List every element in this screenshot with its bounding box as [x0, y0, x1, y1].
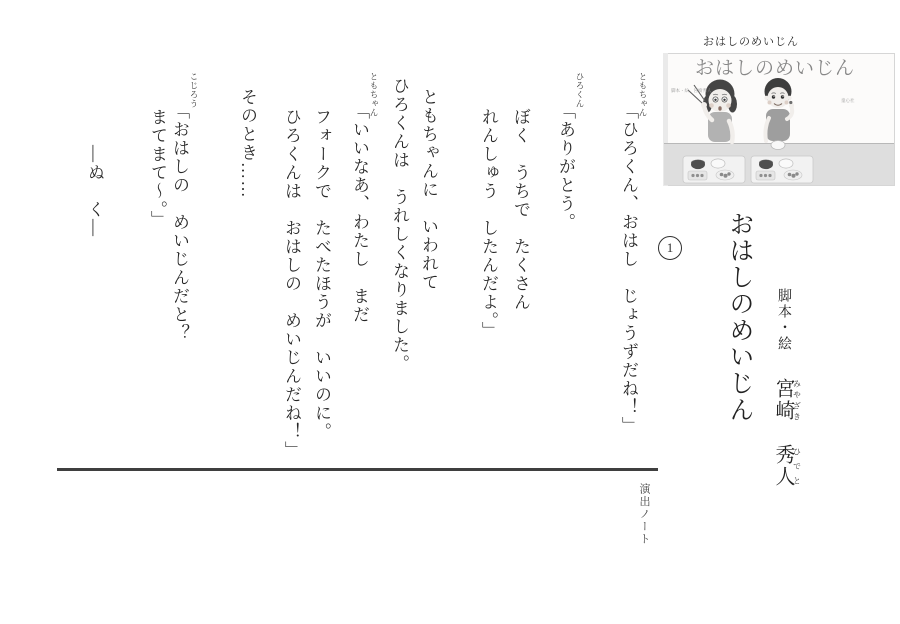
dialogue-text: フォークで たべたほうが いいのに。	[312, 108, 331, 441]
book-cover-image	[663, 53, 895, 186]
footer-section-label: 演出ノート	[638, 483, 650, 546]
script-line	[510, 72, 530, 470]
narration-text: ひろくんは うれしくなりました。	[390, 77, 409, 373]
dialogue-text: ぼく うちで たくさん	[511, 108, 530, 312]
cover-caption: おはしのめいじん	[703, 36, 799, 48]
narration-text: ともちゃんに いわれて	[419, 88, 438, 292]
script-text	[84, 72, 648, 470]
script-line	[478, 72, 498, 470]
script-line	[418, 72, 438, 470]
speaker-label: こじろう	[189, 72, 199, 108]
speaker-label: ともちゃん	[638, 72, 648, 117]
author-role: 脚本・絵	[776, 288, 791, 352]
cover-title-text: おはしのめいじん	[694, 58, 856, 79]
author-given-name: 秀人ひでと	[772, 444, 802, 488]
dialogue-text: 「ひろくん、おはし じょうずだね！」	[619, 102, 638, 435]
script-line	[555, 72, 585, 470]
author-credit	[770, 288, 801, 508]
part-number-badge	[658, 236, 682, 260]
dialogue-text: 「おはしの めいじんだと？	[170, 102, 189, 343]
book-cover-illustration	[663, 53, 895, 186]
script-line	[349, 72, 379, 470]
dialogue-text: 「ありがとう。	[556, 102, 575, 232]
dialogue-text: れんしゅう したんだよ。」	[479, 108, 498, 340]
script-line	[237, 72, 257, 470]
sound-effect-text: ―ぬ く―	[85, 145, 104, 238]
dialogue-text: まてまて～。」	[148, 108, 167, 229]
script-line	[281, 72, 301, 470]
footer-divider-line	[57, 468, 658, 471]
part-number: 1	[666, 240, 674, 255]
speaker-label: ともちゃん	[369, 72, 379, 117]
author-surname: 宮崎みやざき	[772, 378, 802, 422]
dialogue-text: ひろくんは おはしの めいじんだね！」	[282, 108, 301, 460]
author-given-furigana: ひでと	[792, 444, 802, 488]
cover-credit-publisher: 童心社	[841, 98, 855, 103]
speaker-label: ひろくん	[575, 72, 585, 108]
script-line	[147, 72, 167, 470]
dialogue-text: 「いいなあ、わたし まだ	[350, 102, 369, 324]
script-line	[84, 72, 104, 470]
narration-text: そのとき……	[238, 88, 257, 199]
script-line	[618, 72, 648, 470]
author-surname-furigana: みやざき	[792, 378, 802, 422]
page-title: おはしのめいじん	[726, 211, 753, 423]
cover-credit-author: 脚本・絵 宮崎秀人	[671, 88, 712, 93]
script-line	[311, 72, 331, 470]
script-line	[389, 72, 409, 470]
script-line	[169, 72, 199, 470]
